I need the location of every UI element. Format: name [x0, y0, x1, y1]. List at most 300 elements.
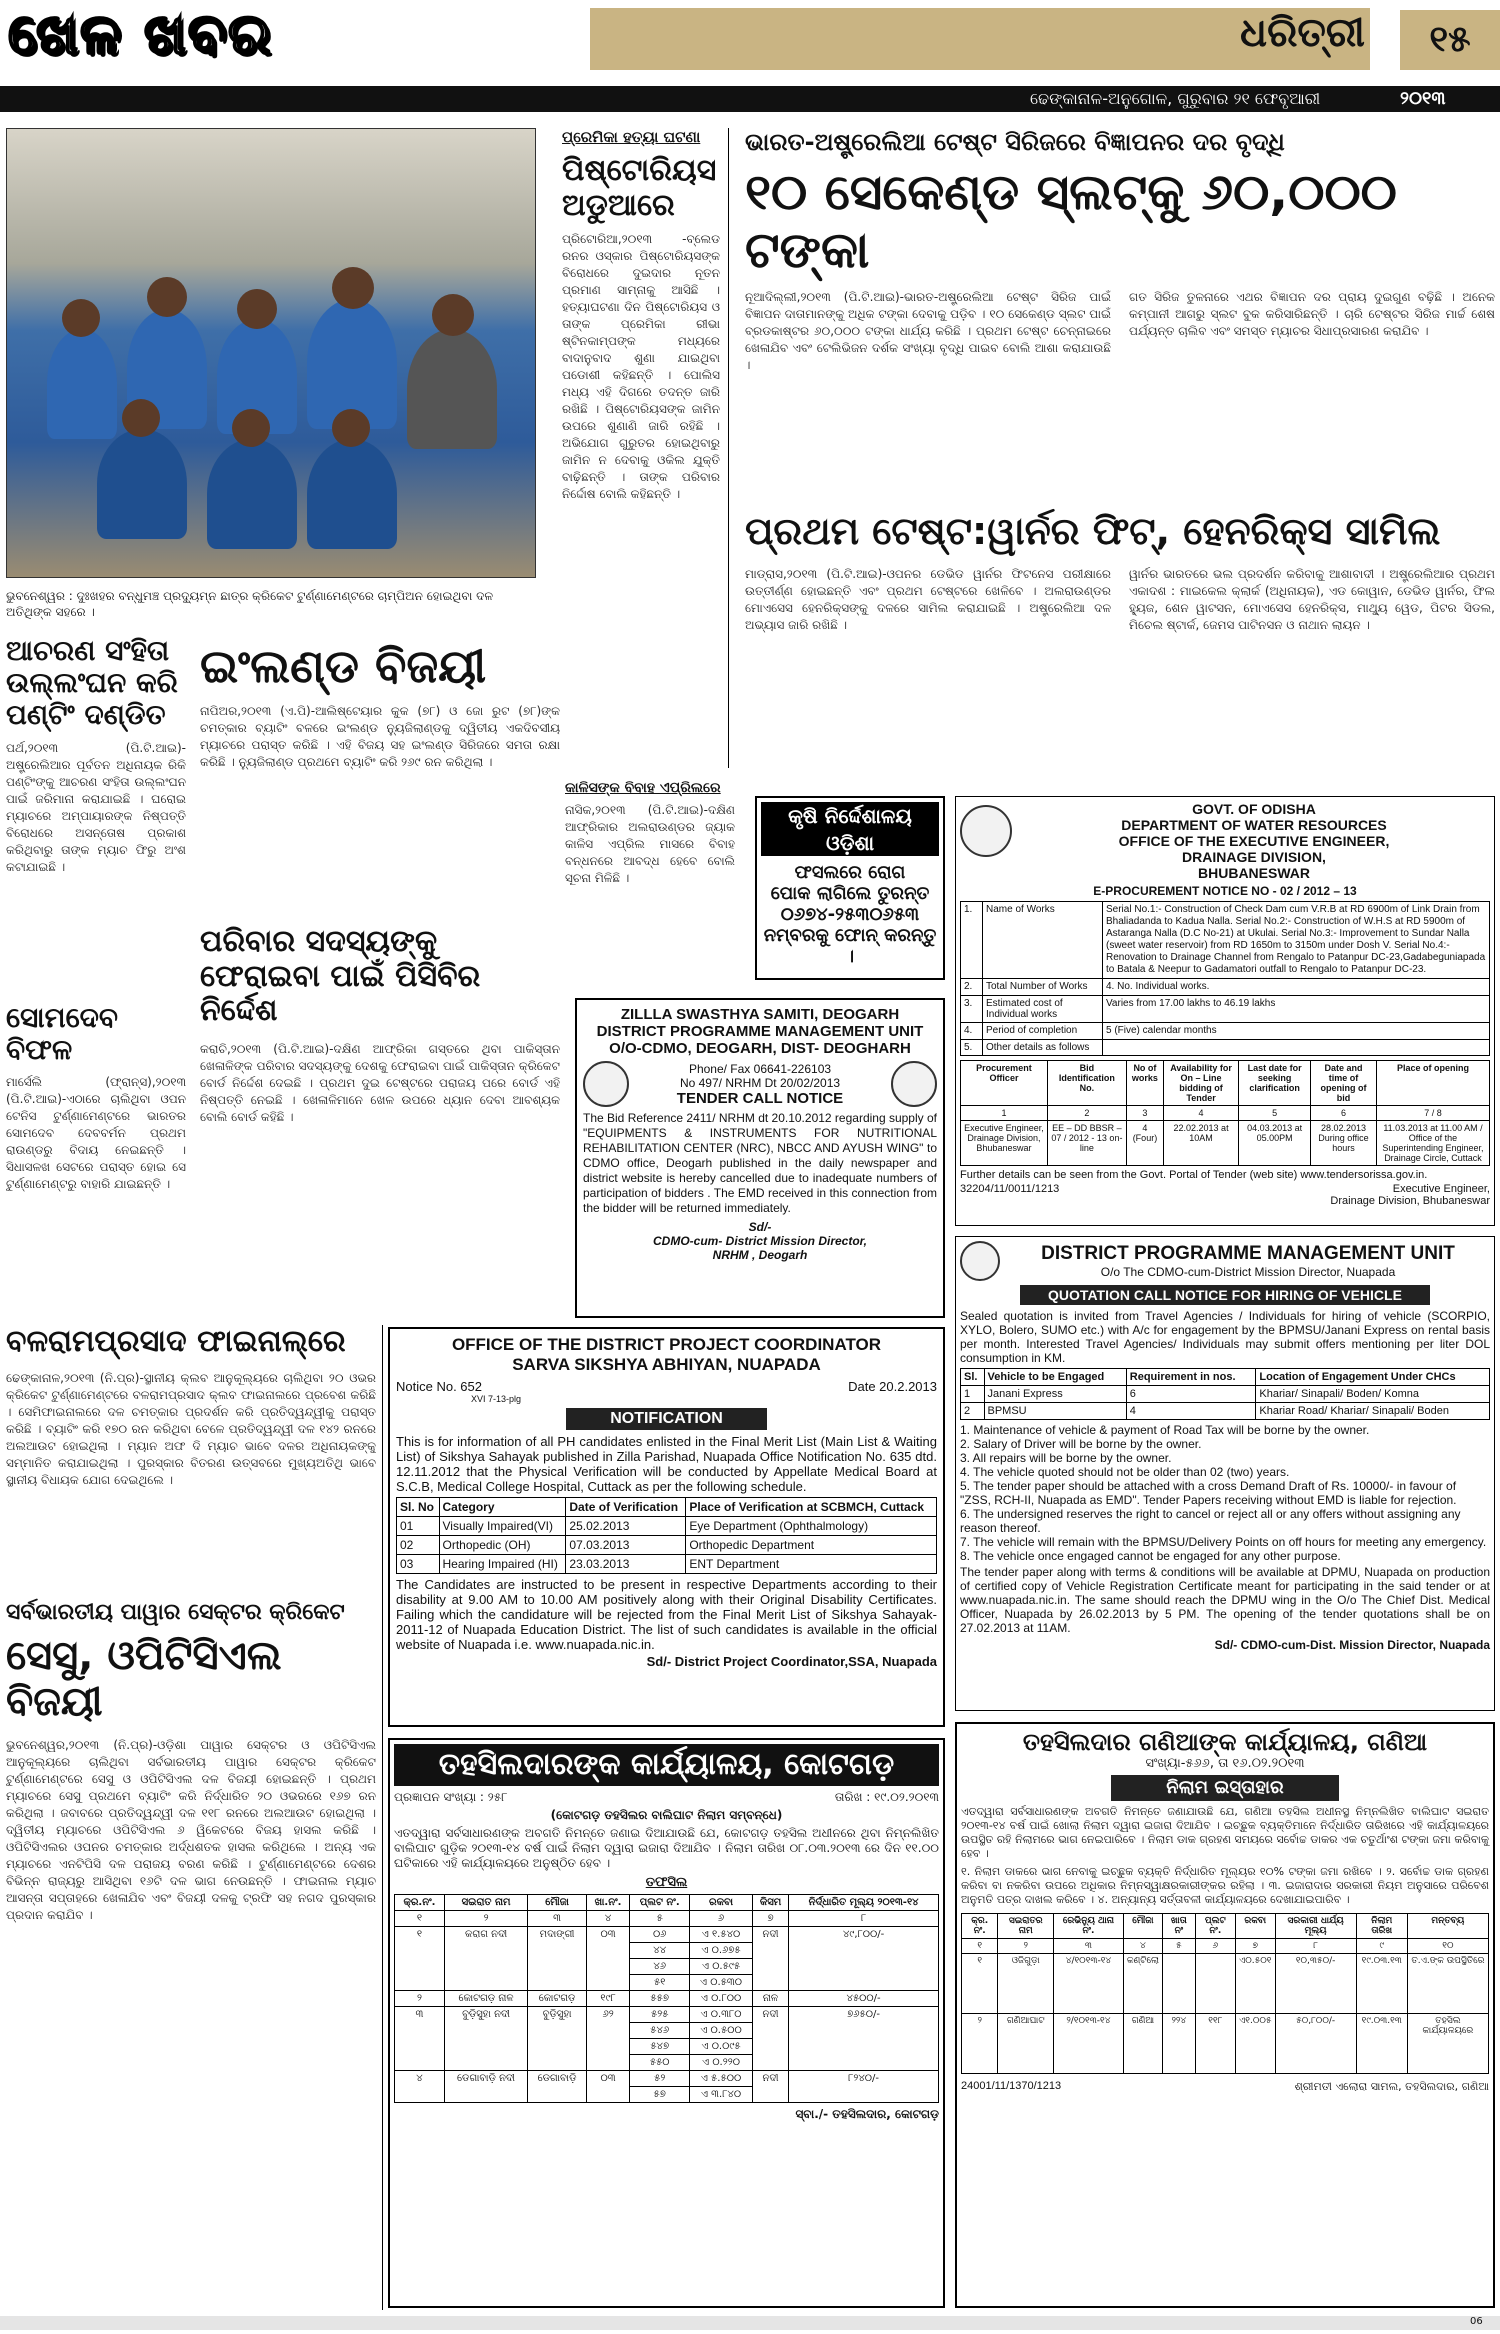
table-cell — [1163, 1954, 1196, 2014]
column-header: Requirement in nos. — [1126, 1369, 1256, 1386]
plot-no: ୫୪୬ — [630, 2023, 690, 2039]
footer-bar — [0, 2316, 1500, 2330]
column-header: ଖା.ନଂ. — [586, 1895, 629, 1911]
ad-line: ଫସଲରେ ରୋଗ — [794, 862, 906, 883]
table-cell: 03 — [397, 1555, 440, 1574]
notice-subject: (କୋଟଗଡ଼ ତହସିଲର ବାଲିଘାଟ ନିଲାମ ସମ୍ବନ୍ଧେ) — [550, 1808, 783, 1822]
table-cell: Executive Engineer, Drainage Division, Bhubaneswar — [961, 1121, 1048, 1166]
column-number: ୭ — [752, 1911, 788, 1927]
ad-kotgarh-auction — [388, 1738, 945, 2308]
table-cell: ENT Department — [686, 1555, 937, 1574]
table-cell: ବୁଡ଼ିସୁହା — [528, 2007, 587, 2071]
table-cell: Khariar Road/ Khariar/ Sinapali/ Boden — [1256, 1403, 1490, 1420]
notice-no: E-PROCUREMENT NOTICE NO - 02 / 2012 – 13 — [1093, 884, 1357, 898]
terms-list — [960, 1423, 1490, 1563]
table-cell: 02 — [397, 1536, 440, 1555]
column-header: Vehicle to be Engaged — [984, 1369, 1126, 1386]
notice-intro: Sealed quotation is invited from Travel Agencies / Individuals for hiring of vehicle (SCORPIO, XYLO, Bolero, SUMO etc.) with A/c for engagement by the BPMSU/Janani Express on rental basis per month. Interested Travel Agencies/ Individuals may submit offers mentioning per liter DOL consumption in KM. — [960, 1309, 1490, 1365]
table-cell: ୧୯୮ — [586, 1991, 629, 2007]
column-header: ମୌଜା — [1123, 1914, 1162, 1939]
table-cell: ତ.ଏ.ଙ୍କ ଉପସ୍ଥିତିରେ — [1407, 1954, 1488, 2014]
table-cell: 6 — [1126, 1386, 1256, 1403]
area: ଏ ୦.୫୩୦ — [690, 1975, 753, 1991]
dateline: ଢେଙ୍କାନାଳ-ଅନୁଗୋଳ, ଗୁରୁବାର ୨୧ ଫେବୃଆରୀ — [1030, 89, 1321, 108]
table-cell: ୨୨୪ — [1163, 2014, 1196, 2074]
row-number: 5. — [961, 1040, 983, 1056]
notice-title: TENDER CALL NOTICE — [676, 1089, 844, 1107]
row-label: Period of completion — [983, 1023, 1103, 1040]
term-item: 5. The tender paper should be attached with a cross Demand Draft of Rs. 10000/- in favour of "ZSS, RCH-II, Nuapada as EMD". Tender Papers receiving without EMD is liable for rejection. — [960, 1479, 1457, 1507]
masthead — [0, 0, 1500, 82]
office-line: OFFICE OF THE DISTRICT PROJECT COORDINATOR — [451, 1335, 882, 1354]
page-number: ୧୫ — [1400, 10, 1500, 70]
bid-table — [960, 1060, 1490, 1166]
term-item: 4. The vehicle quoted should not be older than 02 (two) years. — [960, 1465, 1290, 1479]
column-header: Sl. No — [397, 1498, 440, 1517]
column-number: ୭ — [1235, 1939, 1275, 1954]
org-office: O/o The CDMO-cum-District Mission Director, Nuapada — [1100, 1265, 1396, 1279]
signature: ଶ୍ରୀମତୀ ଏଲୋରା ସାମଲ, ତହସିଲଦାର, ଗଣିଆ — [1294, 2080, 1489, 2093]
vehicle-table — [960, 1368, 1490, 1420]
table-row — [397, 1536, 937, 1555]
table-cell: ୩ — [395, 2007, 445, 2071]
row-label: Total Number of Works — [983, 979, 1103, 996]
notice-no: Notice No. 652 — [396, 1379, 482, 1394]
notice-terms: ୧. ନିଲାମ ଡାକରେ ଭାଗ ନେବାକୁ ଇଚ୍ଛୁକ ବ୍ୟକ୍ତି ନିର୍ଦ୍ଧାରିତ ମୂଲ୍ୟର ୧୦% ଟଙ୍କା ଜମା ରଖିବେ । ୨. ସର୍ବୋଚ୍ଚ ଡାକ ଗ୍ରହଣ କରିବା ବା ନକରିବା ଉପରେ ଅଧିକାର ନିମ୍ନସ୍ୱାକ୍ଷରକାରୀଙ୍କର ରହିଲା । ୩. ଇଜାରାଦାର ସରକାରୀ ନିୟମ ଅନୁସାରେ ପରିବେଶ ଅନୁମତି ପତ୍ର ଦାଖଲ କରିବେ । ୪. ଅନ୍ୟାନ୍ୟ ସର୍ତ୍ତାବଳୀ କାର୍ଯ୍ୟାଳୟରେ ଦେଖାଯାଇପାରିବ । — [961, 1865, 1489, 1906]
ref-no: ପ୍ରଜ୍ଞାପନ ସଂଖ୍ୟା : ୨୫୮ — [394, 1790, 508, 1804]
table-cell: ୮୨୪୦/- — [789, 2071, 939, 2103]
column-number: ୩ — [528, 1911, 587, 1927]
story-body: ନାସିକ,୨୦୧୩ (ପି.ଟି.ଆଇ)-ଦକ୍ଷିଣ ଆଫ୍ରିକାର ଅଲରାଉଣ୍ଡର ଜ୍ୟାକ କାଳିସ ଏପ୍ରିଲ ମାସରେ ବିବାହ ବନ୍ଧନରେ ଆବଦ୍ଧ ହେବେ ବୋଲି ସୂଚନା ମିଳିଛି । — [565, 803, 735, 885]
notice-body: ଏତଦ୍ୱାରା ସର୍ବସାଧାରଣଙ୍କ ଅବଗତି ନିମନ୍ତେ ଜଣାଇ ଦିଆଯାଉଛି ଯେ, କୋଟଗଡ଼ ତହସିଲ ଅଧୀନରେ ଥିବା ନିମ୍ନଲିଖିତ ବାଲିଘାଟ ଗୁଡ଼ିକ ୨୦୧୩-୧୪ ବର୍ଷ ପାଇଁ ନିଲାମ ଦ୍ୱାରା ଇଜାରା ଦିଆଯିବ । ନିଲାମ ତାରିଖ ୦୮.୦୩.୨୦୧୩ ରେ ଦିନ ୧୧.୦୦ ଘଟିକାରେ ଏହି କାର୍ଯ୍ୟାଳୟରେ ଅନୁଷ୍ଠିତ ହେବ । — [394, 1826, 939, 1870]
row-value: Varies from 17.00 lakhs to 46.19 lakhs — [1103, 996, 1490, 1023]
column-number: 2 — [1047, 1106, 1126, 1121]
column-header: Category — [439, 1498, 566, 1517]
verification-table — [396, 1497, 937, 1574]
column-number: ୯ — [1356, 1939, 1407, 1954]
column-number: ୮ — [789, 1911, 939, 1927]
kicker: ସର୍ବଭାରତୀୟ ପାୱାର ସେକ୍ଟର କ୍ରିକେଟ — [6, 1600, 345, 1625]
column-number: ୨ — [444, 1911, 527, 1927]
table-row — [961, 996, 1490, 1023]
table-cell: ୧୯.୦୩.୧୩ — [1356, 1954, 1407, 2014]
headline: ସୋମଦେବ ବିଫଳ — [6, 1001, 119, 1067]
table-row — [961, 1023, 1490, 1040]
area: ଏ ୧.୫୪୦ — [690, 1927, 753, 1943]
table-cell: ୧ — [395, 1927, 445, 1991]
column-number: 5 — [1239, 1106, 1311, 1121]
ad-phone: ୦୬୭୪-୨୫୩୦୬୫୩ — [780, 904, 920, 925]
table-row — [397, 1555, 937, 1574]
table-row — [395, 1991, 939, 2007]
column-number: 4 — [1163, 1106, 1238, 1121]
auction-table — [961, 1913, 1489, 2074]
story-balaram — [6, 1325, 376, 1600]
column-header: ରକବା — [690, 1895, 753, 1911]
table-cell: କୋଟଗଡ଼ — [528, 1991, 587, 2007]
table-cell: ୨/୧୦୧୩-୧୪ — [1054, 2014, 1124, 2074]
org-unit: DISTRICT PROGRAMME MANAGEMENT UNIT — [596, 1023, 924, 1040]
table-row — [961, 1386, 1490, 1403]
year: ୨୦୧୩ — [1400, 88, 1446, 109]
story-body: ପ୍ରିଟୋରିଆ,୨୦୧୩ -ବ୍ଲେଡ ରନର ଓସ୍କାର ପିଷ୍ଟୋରିୟସଙ୍କ ବିରୋଧରେ ଦୁଇଦାର ନୂତନ ପ୍ରମାଣ ସାମ୍ନାକୁ ଆସିଛି । ହତ୍ୟାଘଟଣା ଦିନ ପିଷ୍ଟୋରିୟସ ଓ ତାଙ୍କ ପ୍ରେମିକା ରୀଭା ଷ୍ଟିନକାମ୍ପଙ୍କ ମଧ୍ୟରେ ବାଦାନୁବାଦ ଶୁଣା ଯାଇଥିବା ପଡୋଶୀ କହିଛନ୍ତି । ପୋଲିସ ମଧ୍ୟ ଏହି ଦିଗରେ ତଦନ୍ତ ଜାରି ରଖିଛି । ପିଷ୍ଟୋରିୟସଙ୍କ ଜାମିନ ଉପରେ ଶୁଣାଣି ଜାରି ରହିଛି । ଅଭିଯୋଗ ଗୁରୁତର ହୋଇଥିବାରୁ ଜାମିନ ନ ଦେବାକୁ ଓକିଲ ଯୁକ୍ତି ବାଢ଼ିଛନ୍ତି । ତାଙ୍କ ପରିବାର ନିର୍ଦ୍ଦୋଷ ବୋଲି କହିଛନ୍ତି । — [562, 232, 720, 501]
column-header: Availability for On – Line bidding of Tender — [1163, 1061, 1238, 1106]
column-header: Date of Verification — [566, 1498, 686, 1517]
table-cell: Orthopedic Department — [686, 1536, 937, 1555]
headline: ପ୍ରଥମ ଟେଷ୍ଟ:ୱାର୍ନର ଫିଟ୍, ହେନରିକ୍ସ ସାମିଲ — [745, 509, 1441, 553]
table-cell: ଗଣିଆ — [1123, 2014, 1162, 2074]
column-header: ନିର୍ଦ୍ଧାରିତ ମୂଲ୍ୟ ୨୦୧୩-୧୪ — [789, 1895, 939, 1911]
table-cell: ନଦୀ — [752, 2007, 788, 2071]
column-header: ମନ୍ତବ୍ୟ — [1407, 1914, 1488, 1939]
table-cell: ନଦୀ — [752, 1927, 788, 1991]
table-cell: ଏ୦.୫୦୧ — [1235, 1954, 1275, 2014]
signature: Sd/- — [748, 1220, 772, 1234]
ad-ssa-notification — [388, 1327, 945, 1727]
term-item: 7. The vehicle will remain with the BPMSU/Delivery Points on off hours for meeting any emergency. — [960, 1535, 1487, 1549]
table-row — [961, 979, 1490, 996]
row-label: Estimated cost of Individual works — [983, 996, 1103, 1023]
nrhm-logo-icon — [960, 1241, 1000, 1281]
area: ଏ ୦.୬୭୫ — [690, 1943, 753, 1959]
story-body: ମାର୍ସେଲି (ଫ୍ରାନ୍ସ),୨୦୧୩ (ପି.ଟି.ଆଇ)-ଏଠାରେ ଚାଲିଥିବା ଓପନ ଟେନିସ ଟୁର୍ଣ୍ଣାମେଣ୍ଟରେ ଭାରତର ସୋମଦେବ ଦେବବର୍ମନ ପ୍ରଥମ ରାଉଣ୍ଡରୁ ବିଦାୟ ନେଇଛନ୍ତି । ସିଧାସଳଖ ସେଟରେ ପରାସ୍ତ ହୋଇ ସେ ଟୁର୍ଣ୍ଣାମେଣ୍ଟରୁ ବାହାରି ଯାଇଛନ୍ତି । — [6, 1075, 186, 1192]
table-row — [962, 1954, 1489, 2014]
plot-no: ୫୫୦ — [630, 2055, 690, 2071]
ad-code: 32204/11/0011/1213 — [960, 1183, 1060, 1195]
notice-date: ତାରିଖ : ୧୯.୦୨.୨୦୧୩ — [834, 1790, 939, 1804]
plot-no: ୫୧ — [630, 1975, 690, 1991]
signature: Sd/- District Project Coordinator,SSA, Nuapada — [646, 1654, 937, 1669]
area: ଏ ୦.୫୯୫ — [690, 1959, 753, 1975]
division-line: DRAINAGE DIVISION, — [1182, 849, 1326, 865]
column-number: ୧୦ — [1407, 1939, 1488, 1954]
table-cell: Orthopedic (OH) — [439, 1536, 566, 1555]
further-details: Further details can be seen from the Govt. Portal of Tender (web site) www.tendersorissa.gov.in. — [960, 1169, 1428, 1181]
area: ଏ ୫.୫୦୦ — [690, 2071, 753, 2087]
story-body: ଭୁବନେଶ୍ୱର,୨୦୧୩ (ନି.ପ୍ର)-ଓଡ଼ିଶା ପାୱାର ସେକ୍ଟର ଓ ଓପିଟିସିଏଲ ଆନୁକୂଲ୍ୟରେ ଚାଲିଥିବା ସର୍ବଭାରତୀୟ ପାୱାର ସେକ୍ଟର କ୍ରିକେଟ ଟୁର୍ଣ୍ଣାମେଣ୍ଟରେ ସେସୁ ଓ ଓପିଟିସିଏଲ ଦଳ ବିଜୟୀ ହୋଇଛନ୍ତି । ପ୍ରଥମ ମ୍ୟାଚରେ ସେସୁ ପ୍ରଥମେ ବ୍ୟାଟିଂ କରି ନିର୍ଦ୍ଧାରିତ ୨୦ ଓଭରରେ ୧୬୭ ରନ କରିଥିଲା । ଜବାବରେ ପ୍ରତିଦ୍ୱନ୍ଦ୍ୱୀ ଦଳ ୧୧୮ ରନରେ ଅଲଆଉଟ ହୋଇଥିଲା । ଦ୍ୱିତୀୟ ମ୍ୟାଚରେ ଓପିଟିସିଏଲ ୬ ୱିକେଟରେ ବିଜୟ ହାସଲ କରିଛି । ଓପିଟିସିଏଲର ଓପନର ଚମତ୍କାର ଅର୍ଦ୍ଧଶତକ ହାସଲ କରିଥିଲେ । ଅନ୍ୟ ଏକ ମ୍ୟାଚରେ ଏନଟିପିସି ଦଳ ପରାଜୟ ବରଣ କରିଛି । ଟୁର୍ଣ୍ଣାମେଣ୍ଟରେ ଦେଶର ବିଭିନ୍ନ ରାଜ୍ୟରୁ ଆସିଥିବା ୧୬ଟି ଦଳ ଭାଗ ନେଉଛନ୍ତି । ଫାଇନାଲ ମ୍ୟାଚ ଆସନ୍ତା ସପ୍ତାହରେ ଖେଳାଯିବ ଏବଂ ବିଜୟୀ ଦଳକୁ ଟ୍ରଫି ସହ ନଗଦ ପୁରସ୍କାର ପ୍ରଦାନ କରାଯିବ । — [6, 1738, 376, 1922]
signatory-office: NRHM , Deogarh — [712, 1248, 808, 1262]
table-cell: ୨ — [962, 2014, 998, 2074]
row-number: 2. — [961, 979, 983, 996]
table-row — [961, 1403, 1490, 1420]
column-number: ୮ — [1275, 1939, 1356, 1954]
story-body-left: ନୂଆଦିଲ୍ଲୀ,୨୦୧୩ (ପି.ଟି.ଆଇ)-ଭାରତ-ଅଷ୍ଟ୍ରେଲିଆ ଟେଷ୍ଟ ସିରିଜ ପାଇଁ ବିଜ୍ଞାପନ ଦାତାମାନଙ୍କୁ ଅଧିକ ଟଙ୍କା ଦେବାକୁ ପଡ଼ିବ । ୧୦ ସେକେଣ୍ଡ ସ୍ଲଟ ପାଇଁ ବ୍ରଡକାଷ୍ଟର ୬୦,୦୦୦ ଟଙ୍କା ଧାର୍ଯ୍ୟ କରିଛି । ପ୍ରଥମ ଟେଷ୍ଟ ଚେନ୍ନାଇରେ ଖେଳାଯିବ ଏବଂ ଟେଲିଭିଜନ ଦର୍ଶକ ସଂଖ୍ୟା ବୃଦ୍ଧି ପାଇବ ବୋଲି ଆଶା କରାଯାଉଛି । — [745, 290, 1111, 372]
file-code: XVI 7-13-plg — [471, 1394, 522, 1404]
area: ଏ ୦.୩୮୦ — [690, 2007, 753, 2023]
term-item: 6. The undersigned reserves the right to cancel or reject all or any offers without assigning any reason thereof. — [960, 1507, 1461, 1535]
term-item: 2. Salary of Driver will be borne by the owner. — [960, 1437, 1202, 1451]
column-header: No of works — [1126, 1061, 1163, 1106]
column-header: Sl. — [961, 1369, 985, 1386]
column-header: Last date for seeking clarification — [1239, 1061, 1311, 1106]
area: ଏ ୩.୮୪୦ — [690, 2087, 753, 2103]
table-row — [395, 1927, 939, 1943]
table-row — [395, 2071, 939, 2087]
table-cell: ୫୦,୮୦୦/- — [1275, 2014, 1356, 2074]
column-number: ୪ — [1123, 1939, 1162, 1954]
column-header: Place of Verification at SCBMCH, Cuttack — [686, 1498, 937, 1517]
signatory: CDMO-cum- District Mission Director, — [652, 1234, 868, 1248]
plot-no: ୫୪୭ — [630, 2039, 690, 2055]
column-header: Place of opening — [1376, 1061, 1489, 1106]
headline: ଆଚରଣ ସଂହିତା ଉଲ୍ଲଂଘନ କରି ପଣ୍ଟିଂ ଦଣ୍ଡିତ — [6, 634, 178, 732]
row-number: 1. — [961, 902, 983, 979]
table-cell: ତହସିଲ କାର୍ଯ୍ୟାଳୟରେ — [1407, 2014, 1488, 2074]
table-cell: ଏ୧.୦୦୫ — [1235, 2014, 1275, 2074]
ad-deogarh-tender — [575, 998, 945, 1318]
table-cell: 11.03.2013 at 11.00 AM / Office of the Superintending Engineer, Drainage Circle, Cuttack — [1376, 1121, 1489, 1166]
column-header: ନିଲାମ ତାରିଖ — [1356, 1914, 1407, 1939]
column-header: Date and time of opening of bid — [1311, 1061, 1377, 1106]
plot-no: ୪୬ — [630, 1959, 690, 1975]
story-body: ପର୍ଥ,୨୦୧୩ (ପି.ଟି.ଆଇ)-ଅଷ୍ଟ୍ରେଲିଆର ପୂର୍ବତନ ଅଧିନାୟକ ରିକି ପଣ୍ଟିଂଙ୍କୁ ଆଚରଣ ସଂହିତା ଉଲ୍ଲଂଘନ ପାଇଁ ଜରିମାନା କରାଯାଇଛି । ଘରୋଇ ମ୍ୟାଚରେ ଅମ୍ପାୟାରଙ୍କ ନିଷ୍ପତ୍ତି ବିରୋଧରେ ଅସନ୍ତୋଷ ପ୍ରକାଶ କରିଥିବାରୁ ତାଙ୍କ ମ୍ୟାଚ ଫିରୁ ଅଂଶ କଟାଯାଇଛି । — [6, 740, 186, 874]
column-header: ରକବା — [1235, 1914, 1275, 1939]
table-cell: ୧୦,୩୫୦/- — [1275, 1954, 1356, 2014]
column-number: 7 / 8 — [1376, 1106, 1489, 1121]
row-value — [1103, 1040, 1490, 1056]
table-cell: Janani Express — [984, 1386, 1126, 1403]
column-header: କ୍ର.ନଂ. — [395, 1895, 445, 1911]
story-body-right: ଗତ ସିରିଜ ତୁଳନାରେ ଏଥର ବିଜ୍ଞାପନ ଦର ପ୍ରାୟ ଦୁଇଗୁଣ ବଢ଼ିଛି । ଅନେକ କମ୍ପାନୀ ଆଗରୁ ସ୍ଲଟ ବୁକ କରିସାରିଛନ୍ତି । ଚାରି ଟେଷ୍ଟର ସିରିଜ ମାର୍ଚ୍ଚ ଶେଷ ପର୍ଯ୍ୟନ୍ତ ଚାଲିବ ଏବଂ ସମସ୍ତ ମ୍ୟାଚର ସିଧାପ୍ରସାରଣ କରାଯିବ । — [1129, 290, 1495, 338]
ad-line: ପୋକ ଲାଗିଲେ ତୁରନ୍ତ — [770, 883, 930, 904]
column-header: ମୌଜା — [528, 1895, 587, 1911]
newspaper-brand: ଧରିତ୍ରୀ — [1240, 10, 1365, 56]
story-conduct — [6, 635, 186, 1020]
phone: Phone/ Fax 06641-226103 — [688, 1061, 832, 1076]
headline: ଇଂଲଣ୍ଡ ବିଜୟୀ — [200, 639, 487, 693]
column-number: ୫ — [1163, 1939, 1196, 1954]
column-header: ପ୍ଲଟ ନଂ. — [630, 1895, 690, 1911]
plot-no: ୫୭ — [630, 2087, 690, 2103]
ad-line: ନମ୍ବରକୁ ଫୋନ୍ କରନ୍ତୁ । — [763, 925, 937, 967]
table-cell: ନଦୀ — [752, 2071, 788, 2103]
emblem-icon — [583, 1061, 629, 1107]
table-row — [961, 902, 1490, 979]
column-number: ୪ — [586, 1911, 629, 1927]
footer-page: 06 — [1470, 2316, 1483, 2327]
column-rule — [728, 128, 729, 768]
headline: ପିଷ୍ଟୋରିୟସ ଅଡୁଆରେ — [562, 153, 717, 223]
table-cell: ୪ — [395, 2071, 445, 2103]
signature: ସ୍ବା./- ତହସିଲଦାର, କୋଟଗଡ଼ — [795, 2107, 939, 2121]
notice-intro: This is for information of all PH candidates enlisted in the Final Merit List (Main List & Waiting List) of Sikshya Sahayak published in Zilla Parishad, Nuapada Office Notification No. 635 dtd. 12.11.2012 that the Physical Verification will be conducted by Appellate Medical Board at S.C.B, Medical College Hospital, Cuttack as per the following schedule. — [396, 1434, 937, 1494]
govt-line: GOVT. OF ODISHA — [1192, 801, 1316, 817]
dept-line: DEPARTMENT OF WATER RESOURCES — [1121, 817, 1387, 833]
story-body-left: ମାଡ୍ରାସ,୨୦୧୩ (ପି.ଟି.ଆଇ)-ଓପନର ଡେଭିଡ ୱାର୍ନର ଫିଟନେସ ପରୀକ୍ଷାରେ ଉତ୍ତୀର୍ଣ୍ଣ ହୋଇଛନ୍ତି ଏବଂ ପ୍ରଥମ ଟେଷ୍ଟରେ ଖେଳିବେ । ଅଲରାଉଣ୍ଡର ମୋଏସେସ ହେନରିକ୍ସଙ୍କୁ ଦଳରେ ସାମିଲ କରାଯାଇଛି । ଅଷ୍ଟ୍ରେଲିଆ ଦଳ ଅଭ୍ୟାସ ଜାରି ରଖିଛି । — [745, 566, 1111, 632]
table-cell: ୧୯.୦୩.୧୩ — [1356, 2014, 1407, 2074]
headline: ବଳରାମପ୍ରସାଦ ଫାଇନାଲ୍‌ରେ — [6, 1324, 346, 1359]
column-header: Bid Identification No. — [1047, 1061, 1126, 1106]
table-cell: କୋଟଗଡ଼ ନାଳ — [444, 1991, 527, 2007]
nrhm-logo-icon — [891, 1061, 937, 1107]
kicker: ପ୍ରେମିକା ହତ୍ୟା ଘଟଣା — [562, 128, 701, 146]
signature: Sd/- CDMO-cum-Dist. Mission Director, Nuapada — [1214, 1638, 1490, 1652]
ad-agriculture — [755, 796, 945, 980]
story-family — [200, 925, 560, 1301]
column-header: Procurement Officer — [961, 1061, 1048, 1106]
table-cell — [1195, 1954, 1235, 2014]
table-cell: ଓଜିଗୁଡ଼ା — [998, 1954, 1054, 2014]
row-value: 5 (Five) calendar months — [1103, 1023, 1490, 1040]
story-ad-rates — [745, 128, 1495, 519]
plot-no: ୫୨୫ — [630, 2007, 690, 2023]
story-body: କରାଚି,୨୦୧୩ (ପି.ଟି.ଆଇ)-ଦକ୍ଷିଣ ଆଫ୍ରିକା ଗସ୍ତରେ ଥିବା ପାକିସ୍ତାନ ଖେଳାଳିଙ୍କ ପରିବାର ସଦସ୍ୟଙ୍କୁ ଦେଶକୁ ଫେରାଇବା ପାଇଁ ପାକିସ୍ତାନ କ୍ରିକେଟ ବୋର୍ଡ ନିର୍ଦ୍ଦେଶ ଦେଇଛି । ପ୍ରଥମ ଦୁଇ ଟେଷ୍ଟରେ ପରାଜୟ ପରେ ବୋର୍ଡ ଏହି ନିଷ୍ପତ୍ତି ନେଇଛି । ଖେଳାଳିମାନେ ଖେଳ ଉପରେ ଧ୍ୟାନ ଦେବା ଆବଶ୍ୟକ ବୋଲି ବୋର୍ଡ କହିଛି । — [200, 1041, 560, 1124]
row-number: 4. — [961, 1023, 983, 1040]
column-header: ସଇରାତର ନାମ — [998, 1914, 1054, 1939]
table-cell: EE – DD BBSR – 07 / 2012 - 13 on- line — [1047, 1121, 1126, 1166]
story-pistorius — [562, 128, 720, 761]
office-line: OFFICE OF THE EXECUTIVE ENGINEER, — [1118, 833, 1390, 849]
table-cell: ୦୩ — [586, 2071, 629, 2103]
ad-title: କୃଷି ନିର୍ଦ୍ଦେଶାଳୟ — [761, 802, 939, 830]
ad-code: 24001/11/1370/1213 — [961, 2080, 1062, 2092]
table-cell: ୦୩ — [586, 1927, 629, 1991]
table-cell: 23.03.2013 — [566, 1555, 686, 1574]
signatory-office: Drainage Division, Bhubaneswar — [1330, 1195, 1490, 1207]
column-number: 6 — [1311, 1106, 1377, 1121]
table-cell: Khariar/ Sinapali/ Boden/ Komna — [1256, 1386, 1490, 1403]
story-england — [200, 640, 560, 893]
column-number: ୧ — [395, 1911, 445, 1927]
ad-gania-auction — [955, 1722, 1495, 2308]
notice-title: QUOTATION CALL NOTICE FOR HIRING OF VEHICLE — [1020, 1285, 1430, 1305]
signatory: Executive Engineer, — [1392, 1183, 1490, 1195]
headline: ୧୦ ସେକେଣ୍ଡ ସ୍ଲଟ୍‌କୁ ୬୦,୦୦୦ ଟଙ୍କା — [745, 163, 1397, 279]
ad-title: ତହସିଲଦାରଙ୍କ କାର୍ଯ୍ୟାଳୟ, କୋଟଗଡ଼ — [394, 1744, 939, 1786]
story-body: ଢେଙ୍କାନାଳ,୨୦୧୩ (ନି.ପ୍ର)-ସ୍ଥାନୀୟ କ୍ଲବ ଆନୁକୂଲ୍ୟରେ ଚାଲିଥିବା ୨୦ ଓଭର କ୍ରିକେଟ ଟୁର୍ଣ୍ଣାମେଣ୍ଟରେ ବଳରାମପ୍ରସାଦ କ୍ଲବ ଫାଇନାଲରେ ପ୍ରବେଶ କରିଛି । ସେମିଫାଇନାଲରେ ଦଳ ଚମତ୍କାର ପ୍ରଦର୍ଶନ କରି ପ୍ରତିଦ୍ୱନ୍ଦ୍ୱୀକୁ ପରାସ୍ତ କରିଛି । ବ୍ୟାଟିଂ କରି ୧୭୦ ରନ କରିଥିବା ବେଳେ ପ୍ରତିଦ୍ୱନ୍ଦ୍ୱୀ ଦଳ ୧୪୨ ରନରେ ଅଲଆଉଟ ହୋଇଥିଲା । ମ୍ୟାନ ଅଫ ଦି ମ୍ୟାଚ ଭାବେ ଦଳର ଅଧିନାୟକଙ୍କୁ ସମ୍ମାନିତ କରାଯାଇଥିଲା । ପୁରସ୍କାର ବିତରଣ ଉତ୍ସବରେ ମୁଖ୍ୟଅତିଥି ଭାବେ ସ୍ଥାନୀୟ ବିଧାୟକ ଯୋଗ ଦେଇଥିଲେ । — [6, 1370, 376, 1487]
table-row — [961, 1040, 1490, 1056]
row-value: Serial No.1:- Construction of Check Dam cum V.R.B at RD 6900m of Link Drain from Bhaliadanda to Kadua Nalla. Serial No.2:- Construction of W.H.S at RD 5900m of Astaranga Nalla (D.C No-21) at Ukulai. Serial No.3:- Improvement to Sundar Nalla (sweet water reservoir) from RD 1650m to 3150m under Dosh V. Serial No.4:- Renovation to Drainage Channel from Rengalo to Patanpur DC-23,Gadabeguniapada to Batala & Neepur to Gadamatori outfall to Rengalo to Patanpur DC-23. — [1103, 902, 1490, 979]
table-cell: Visually Impaired(VI) — [439, 1517, 566, 1536]
headline: କାଳିସଙ୍କ ବିବାହ ଏପ୍ରିଲରେ — [565, 780, 721, 796]
table-cell: ୧ — [962, 1954, 998, 2014]
area: ଏ ୦.୦୯୫ — [690, 2039, 753, 2055]
kicker: ଭାରତ-ଅଷ୍ଟ୍ରେଲିଆ ଟେଷ୍ଟ ସିରିଜରେ ବିଜ୍ଞାପନର ଦର ବୃଦ୍ଧି — [745, 128, 1285, 156]
column-number: ୬ — [690, 1911, 753, 1927]
notice-title: ନିଲାମ ଇସ୍ତାହାର — [1111, 1775, 1339, 1801]
table-cell: 22.02.2013 at 10AM — [1163, 1121, 1238, 1166]
plot-no: ୫୫୭ — [630, 1991, 690, 2007]
table-cell: ୨ — [395, 1991, 445, 2007]
plot-no: ୦୬ — [630, 1927, 690, 1943]
area: ଏ ୦.୨୨୦ — [690, 2055, 753, 2071]
area: ଏ ୦.୫୦୦ — [690, 2023, 753, 2039]
headline: ପରିବାର ସଦସ୍ୟଙ୍କୁ ଫେରାଇବା ପାଇଁ ପିସିବିର ନିର୍ଦ୍ଦେଶ — [200, 924, 481, 1028]
ad-subtitle: ଓଡ଼ିଶା — [761, 830, 939, 856]
table-cell: Eye Department (Ophthalmology) — [686, 1517, 937, 1536]
org-name: DISTRICT PROGRAMME MANAGEMENT UNIT — [1041, 1243, 1455, 1264]
dateline-bar — [0, 86, 1500, 112]
plot-no: ୫୨ — [630, 2071, 690, 2087]
column-number: ୫ — [630, 1911, 690, 1927]
table-cell: ଡେଗାବାଡ଼ି ନଦୀ — [444, 2071, 527, 2103]
works-table — [960, 901, 1490, 1056]
table-cell: 1 — [961, 1386, 985, 1403]
ad-water-resources — [955, 796, 1495, 1226]
table-cell: ୧୧୮ — [1195, 2014, 1235, 2074]
ad-nuapada-dpmu — [955, 1236, 1495, 1711]
city-line: BHUBANESWAR — [1198, 865, 1310, 881]
table-cell: ଡେଗାବାଡ଼ି — [528, 2071, 587, 2103]
table-cell: 4 (Four) — [1126, 1121, 1163, 1166]
column-rule — [382, 1325, 383, 2310]
org-line: SARVA SIKSHYA ABHIYAN, NUAPADA — [512, 1355, 821, 1374]
photo-caption: ଭୁବନେଶ୍ୱର : ଦୁଃଖହର ବନ୍ଧୁମଞ୍ଚ ପ୍ରଦ୍ୟୁମ୍ନ ଛାତ୍ର କ୍ରିକେଟ ଟୁର୍ଣ୍ଣାମେଣ୍ଟରେ ଚାମ୍ପିଅନ ହୋଇଥିବା ଦଳ ଅତିଥିଙ୍କ ସହରେ । — [6, 589, 494, 619]
ref-no: ସଂଖ୍ୟା-୫୬୬, ତା ୧୬.୦୨.୨୦୧୩ — [1145, 1756, 1305, 1771]
notice-closing: The tender paper along with terms & conditions will be available at DPMU, Nuapada on production of certified copy of Vehicle Registration Certificate meant for participating in the said tender or at www.nuapada.nic.in. The same should reach the DPMU wing in the O/o The Chief Dist. Medical Officer, Nuapada by 26.02.2013 by 5 PM. The opening of the tender quotations shall be on 27.02.2013 at 11AM. — [960, 1565, 1490, 1635]
notice-date: Date 20.2.2013 — [848, 1379, 937, 1394]
table-row — [962, 2014, 1489, 2074]
story-warner — [745, 510, 1495, 786]
table-cell: Hearing Impaired (HI) — [439, 1555, 566, 1574]
table-cell: କରାଗ ନଦୀ — [444, 1927, 527, 1991]
column-header: ପ୍ଲଟ ନଂ. — [1195, 1914, 1235, 1939]
column-header: Location of Engagement Under CHCs — [1256, 1369, 1490, 1386]
column-number: ୧ — [962, 1939, 998, 1954]
column-header: କିସମ — [752, 1895, 788, 1911]
column-number: ୬ — [1195, 1939, 1235, 1954]
notice-body: The Bid Reference 2411/ NRHM dt 20.10.2012 regarding supply of "EQUIPMENTS & INSTRUMENTS FOR NUTRITIONAL REHABILITATION CENTER (NRC), NBCC AND AYUSH WING" to CDMO office, Deogarh published in the daily newspaper and district website is hereby cancelled due to inadequate numbers of participation of bidders . The EMD received in this connection from the bidder will be returned immediately. — [583, 1111, 937, 1215]
auction-table — [394, 1894, 939, 2103]
notice-title: NOTIFICATION — [566, 1408, 767, 1430]
notice-body: ଏତଦ୍ୱାରା ସର୍ବସାଧାରଣଙ୍କ ଅବଗତି ନିମନ୍ତେ ଜଣାଯାଉଛି ଯେ, ଗଣିଆ ତହସିଲ ଅଧୀନସ୍ଥ ନିମ୍ନଲିଖିତ ବାଲିଘାଟ ସଇରାତ ୨୦୧୩-୧୪ ବର୍ଷ ପାଇଁ ଖୋଲା ନିଲାମ ଦ୍ୱାରା ଇଜାରା ଦିଆଯିବ । ଇଚ୍ଛୁକ ବ୍ୟକ୍ତିମାନେ ନିର୍ଦ୍ଧାରିତ ତାରିଖରେ ଏହି କାର୍ଯ୍ୟାଳୟରେ ଉପସ୍ଥିତ ରହି ନିଲାମରେ ଭାଗ ନେଇପାରିବେ । ନିଲାମ ଡାକ ଗ୍ରହଣ ସମୟରେ ସର୍ବୋଚ୍ଚ ଡାକର ଏକ ଚତୁର୍ଥାଂଶ ଟଙ୍କା ଜମା କରିବାକୁ ହେବ । — [961, 1805, 1489, 1860]
table-cell: 04.03.2013 at 05.00PM — [1239, 1121, 1311, 1166]
table-cell: 28.02.2013 During office hours — [1311, 1121, 1377, 1166]
column-number: 1 — [961, 1106, 1048, 1121]
term-item: 8. The vehicle once engaged cannot be engaged for any other purpose. — [960, 1549, 1341, 1563]
story-wedding — [565, 780, 735, 932]
table-cell: 01 — [397, 1517, 440, 1536]
table-cell: ୪୫୦୦/- — [789, 1991, 939, 2007]
section-title: ଖେଳ ଖବର — [8, 2, 273, 67]
row-label: Name of Works — [983, 902, 1103, 979]
notice-closing: The Candidates are instructed to be present in respective Departments according to their disability at 9.00 AM to 10.00 AM positively along with their Original Disability Certificates. Failing which the candidature will be rejected from the Final Merit List of Sikshya Sahayak-2011-12 of Nuapada Education District. The list of such candidates is available in the official website of Nuapada i.e. www.nuapada.nic.in. — [396, 1577, 937, 1652]
table-cell: ମଦାଙ୍ଗୀ — [528, 1927, 587, 1991]
table-cell: ବୁଡ଼ିସୁହା ନଦୀ — [444, 2007, 527, 2071]
table-cell: 25.02.2013 — [566, 1517, 686, 1536]
column-number: ୩ — [1054, 1939, 1124, 1954]
headline: ସେସୁ, ଓପିଟିସିଏଲ ବିଜୟୀ — [6, 1633, 282, 1725]
table-cell: କଣ୍ଟିଲୋ — [1123, 1954, 1162, 2014]
term-item: 3. All repairs will be borne by the owner. — [960, 1451, 1172, 1465]
row-value: 4. No. Individual works. — [1103, 979, 1490, 996]
column-header: ରେଭିନ୍ୟୁ ଥାନା ନଂ. — [1054, 1914, 1124, 1939]
table-cell: 2 — [961, 1403, 985, 1420]
table-cell: 4 — [1126, 1403, 1256, 1420]
table-cell: ନାଳ — [752, 1991, 788, 2007]
plot-no: ୪୪ — [630, 1943, 690, 1959]
column-header: ସଇରାତ ନାମ — [444, 1895, 527, 1911]
ad-title: ତହସିଲଦାର ଗଣିଆଙ୍କ କାର୍ଯ୍ୟାଳୟ, ଗଣିଆ — [1022, 1728, 1428, 1756]
table-cell: BPMSU — [984, 1403, 1126, 1420]
story-body-right: ୱାର୍ନର ଭାରତରେ ଭଲ ପ୍ରଦର୍ଶନ କରିବାକୁ ଆଶାବାଦୀ । ଅଷ୍ଟ୍ରେଲିଆର ପ୍ରଥମ ଏକାଦଶ : ମାଇକେଲ କ୍ଲାର୍କ (ଅଧିନାୟକ), ଏଡ କୋୱାନ, ଡେଭିଡ ୱାର୍ନର, ଫିଲ ହ୍ୟୁଜ, ଶେନ ୱାଟସନ, ମୋଏସେସ ହେନରିକ୍ସ, ମାଥ୍ୟୁ ୱେଡ, ପିଟର ସିଡଲ, ମିଚେଲ ଷ୍ଟାର୍କ, ଜେମସ ପାଟିନସନ ଓ ନାଥାନ ଲାୟନ । — [1129, 566, 1495, 632]
row-number: 3. — [961, 996, 983, 1023]
story-somdev — [6, 1002, 186, 1374]
table-row — [397, 1517, 937, 1536]
column-number: ୨ — [998, 1939, 1054, 1954]
column-header: କ୍ର. ନଂ. — [962, 1914, 998, 1939]
area: ଏ ୦.୮୦୦ — [690, 1991, 753, 2007]
table-cell: 07.03.2013 — [566, 1536, 686, 1555]
org-name: ZILLLA SWASTHYA SAMITI, DEOGARH — [620, 1006, 900, 1023]
table-cell: ୭୬୫୦/- — [789, 2007, 939, 2071]
table-title: ତଫସିଲ — [645, 1875, 688, 1890]
org-office: O/O-CDMO, DEOGARH, DIST- DEOGHARH — [609, 1040, 911, 1057]
column-header: ସରକାରୀ ଧାର୍ଯ୍ୟ ମୂଲ୍ୟ — [1275, 1914, 1356, 1939]
column-header: ଖାତା ନଂ — [1163, 1914, 1196, 1939]
table-cell: ଗଣିଆଘାଟ — [998, 2014, 1054, 2074]
column-number: 3 — [1126, 1106, 1163, 1121]
